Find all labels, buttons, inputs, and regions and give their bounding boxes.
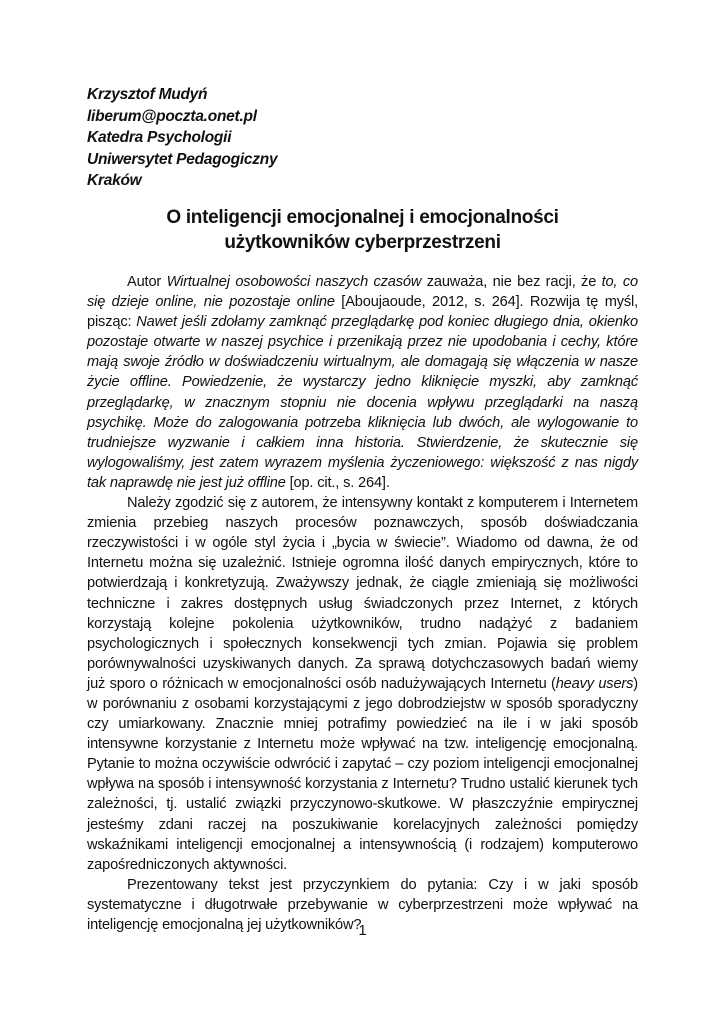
page-number: 1 [358, 923, 367, 939]
body-text [87, 272, 638, 935]
author-university: Uniwersytet Pedagogiczny [87, 150, 278, 168]
title-line-2: użytkowników cyberprzestrzeni [224, 232, 501, 253]
author-department: Katedra Psychologii [87, 129, 232, 147]
title-line-1: O inteligencji emocjonalnej i emocjonalności [166, 207, 559, 228]
author-email: liberum@poczta.onet.pl [87, 107, 257, 125]
paragraph-2: Należy zgodzić się z autorem, że intensywny kontakt z komputerem i Internetem zmienia przebieg naszych procesów poznawczych, sposób doświadczania rzeczywistości i w ogóle styl życia i „bycia w świecie”. Wiadomo od dawna, że od Internetu można się uzależnić. Istnieje ogromna ilość danych empirycznych, które to potwierdzają i konkretyzują. Zważywszy jednak, że ciągle zmieniają się możliwości techniczne i zakres dostępnych usług świadczonych przez Internet, z których korzystają kolejne pokolenia użytkowników, trudno nadążyć z badaniem psychologicznych i społecznych konsekwencji tych zmian. Pojawia się problem porównywalności uzyskiwanych danych. Za sprawą dotychczasowych badań wiemy już sporo o różnicach w emocjonalności osób nadużywających Internetu (heavy users) w porównaniu z osobami korzystającymi z jego dobrodziejstw w sposób sporadyczny czy umiarkowany. Znacznie mniej potrafimy powiedzieć na ile i w jaki sposób intensywne korzystanie z Internetu może wpływać na tzw. inteligencję emocjonalną. Pytanie to można oczywiście odwrócić i zapytać – czy poziom inteligencji emocjonalnej wpływa na sposób i intensywność korzystania z Internetu? Trudno ustalić kierunek tych zależności, tj. ustalić związki przyczynowo-skutkowe. W płaszczyźnie empirycznej jesteśmy zdani raczej na poszukiwanie korelacyjnych zależności pomiędzy wskaźnikami inteligencji emocjonalnej a intensywnością (i rodzajem) komputerowo zapośredniczonych aktywności. [87, 495, 638, 873]
paragraph-3: Prezentowany tekst jest przyczynkiem do pytania: Czy i w jaki sposób systematyczne i długotrwałe przebywanie w cyberprzestrzeni może wpływać na inteligencję emocjonalną jej użytkowników? [87, 876, 638, 933]
author-city: Kraków [87, 172, 142, 190]
author-block [87, 84, 277, 192]
paper-title [87, 205, 638, 255]
paragraph-1: Autor Wirtualnej osobowości naszych czasów zauważa, nie bez racji, że to, co się dzieje online, nie pozostaje online [Aboujaoude, 2012, s. 264]. Rozwija tę myśl, pisząc: Nawet jeśli zdołamy zamknąć przeglądarkę pod koniec długiego dnia, okienko pozostaje otwarte w naszej psychice i przenikają przez nie upodobania i cechy, które mają swoje źródło w doświadczeniu wirtualnym, ale domagają się włączenia w nasze życie offline. Powiedzenie, że wystarczy jedno kliknięcie myszki, aby zamknąć przeglądarkę, w znacznym stopniu nie docenia wpływu przeglądarki na naszą psychikę. Może do zalogowania potrzeba kliknięcia lub dwóch, ale wylogowanie to trudniejsze wyzwanie i całkiem inna historia. Stwierdzenie, że skutecznie się wylogowaliśmy, jest zatem wyrazem myślenia życzeniowego: większość z nas nigdy tak naprawdę nie jest już offline [op. cit., s. 264]. [87, 274, 638, 491]
author-name: Krzysztof Mudyń [87, 86, 208, 103]
